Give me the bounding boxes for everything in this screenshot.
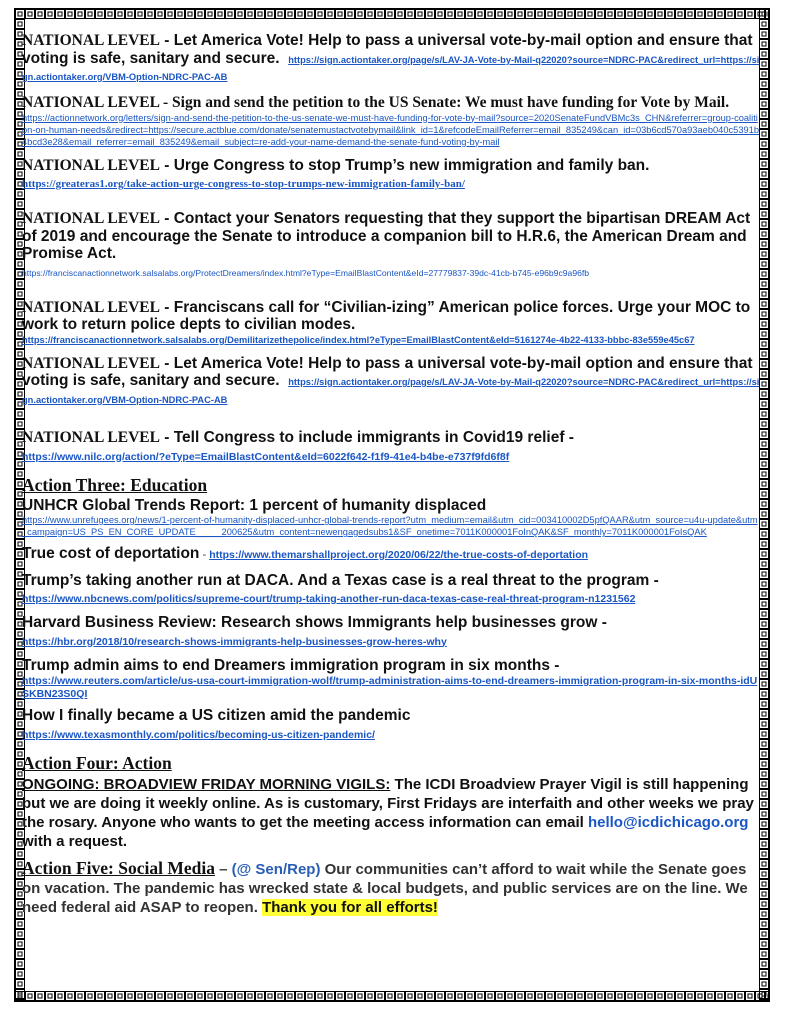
item-text: - Sign and send the petition to the US Senate: We must have funding for Vote by Mail. [159,93,730,111]
level-label: NATIONAL LEVEL [22,298,160,316]
article-link[interactable]: https://www.nbcnews.com/politics/supreme-court/trump-taking-another-run-daca-texas-case-real-threat-program-n1231562 [22,593,636,605]
item-link[interactable]: https://greateras1.org/take-action-urge-congress-to-stop-trumps-new-immigration-family-ban/ [22,178,465,190]
level-label: NATIONAL LEVEL [22,32,160,49]
item-text: - Let America Vote! Help to pass a universal vote-by-mail option and ensure that voting is safe, sanitary and secure. [22,32,753,67]
section-heading-education: Action Three: Education [22,474,208,495]
item-text: - Tell Congress to include immigrants in Covid19 relief - [159,429,574,446]
item-text: - Franciscans call for “Civilian-izing” American police forces. Urge your MOC to work to return police depts to civilian modes. [22,298,751,333]
handle-label: (@ Sen/Rep) [231,860,321,878]
vigil-text: The ICDI Broadview Prayer Vigil is still happening but we are doing it weekly online. As is customary, First Fridays are interfaith and other weeks we pray the rosary. Anyone who wants to get the meeting access information can email [22,775,754,831]
national-item [22,210,760,281]
article-item [22,545,760,565]
article-link[interactable]: https://www.unrefugees.org/news/1-percent-of-humanity-displaced-unhcr-global-trends-report?utm_medium=email&utm_cid=003410002D5pfQAAR&utm_source=u4u-update&utm_campaign=US_PS_EN_CORE_UPDATE_____200625&utm_content=newengagedsubs1&SF_onetime=7011K000001FoInQAK&SF_monthly=7011K000001FoIsQAK [22,515,758,537]
border-pattern-right [759,9,769,1001]
item-link[interactable]: https://franciscanactionnetwork.salsalabs.org/ProtectDreamers/index.html?eType=EmailBlastContent&eId=27779837-39dc-41cb-b745-e96b9c9a96fb [22,267,590,278]
level-label: NATIONAL LEVEL [22,429,160,446]
article-link[interactable]: https://www.reuters.com/article/us-usa-court-immigration-wolf/trump-administration-aims-to-end-dreamers-immigration-program-in-six-months-idUSKBN23S0QI [22,675,758,700]
article-title: True cost of deportation [22,545,200,562]
level-label: NATIONAL LEVEL [22,156,160,174]
national-item [22,429,760,465]
item-text: - Contact your Senators requesting that they support the bipartisan DREAM Act of 2019 and encourage the Senate to introduce a companion bill to H.R.6, the American Dream and Promise Act. [22,210,751,262]
level-label: NATIONAL LEVEL [22,210,160,227]
national-item [22,355,760,408]
newsletter-content [22,32,760,917]
article-link[interactable]: https://hbr.org/2018/10/research-shows-immigrants-help-businesses-grow-heres-why [22,635,447,648]
article-link[interactable]: https://www.texasmonthly.com/politics/becoming-us-citizen-pandemic/ [22,728,375,741]
section-heading-action: Action Four: Action [22,752,172,773]
ongoing-label: ONGOING: BROADVIEW FRIDAY MORNING VIGILS: [22,775,391,793]
dash: – [214,860,232,878]
item-link[interactable]: https://actionnetwork.org/letters/sign-and-send-the-petition-to-the-us-senate-we-must-have-funding-for-vote-by-mail?source=2020SenateFundVBMc3s_CHN&referrer=group-coalition-on-human-needs&redirect=https://secure.actblue.com/donate/senatemustactvotebymail&link_id=1&refcodeEmailReferrer=email_835249&can_id=03b6cd570a93aeb040c5391b4bcd3e28&email_referrer=email_835249&email_subject=re-add-your-name-demand-the-senate-fund-voting-by-mail [22,112,759,147]
article-title: Trump’s taking another run at DACA. And a Texas case is a real threat to the program - [22,571,659,589]
level-label: NATIONAL LEVEL [22,93,160,111]
item-text: - Let America Vote! Help to pass a universal vote-by-mail option and ensure that voting is safe, sanitary and secure. [22,354,753,389]
item-text: - Urge Congress to stop Trump’s new immigration and family ban. [159,156,650,174]
vigil-tail: with a request. [22,832,128,850]
item-link[interactable]: https://franciscanactionnetwork.salsalabs.org/Demilitarizethepolice/index.html?eType=EmailBlastContent&eId=5161274e-4b22-4133-bbbc-83e559e45c67 [22,334,695,345]
article-item [22,707,760,743]
article-title: UNHCR Global Trends Report: 1 percent of humanity displaced [22,496,487,514]
national-item [22,32,760,85]
vigil-announcement [22,775,760,851]
article-title: Harvard Business Review: Research shows Immigrants help businesses grow - [22,614,607,631]
national-item [22,299,760,346]
level-label: NATIONAL LEVEL [22,354,160,372]
article-item [22,572,760,608]
national-item [22,94,760,148]
border-pattern-bottom [15,991,769,1001]
border-pattern-top [15,9,769,19]
section-heading-social: Action Five: Social Media [22,857,215,878]
article-link[interactable]: https://www.themarshallproject.org/2020/06/22/the-true-costs-of-deportation [209,549,589,561]
thanks-highlight: Thank you for all efforts! [262,898,438,916]
article-title: Trump admin aims to end Dreamers immigration program in six months - [22,656,560,674]
email-link[interactable]: hello@icdichicago.org [587,813,749,831]
article-separator: - [199,549,210,561]
social-text: Our communities can’t afford to wait while the Senate goes on vacation. The pandemic has wrecked state & local budgets, and public services are on the line. We need federal aid ASAP to reopen. [22,860,748,916]
article-item [22,657,760,701]
article-item [22,614,760,650]
article-item [22,497,760,539]
article-title: How I finally became a US citizen amid the pandemic [22,707,411,724]
item-link[interactable]: https://www.nilc.org/action/?eType=EmailBlastContent&eId=6022f642-f1f9-41e4-b4be-e737f9fd6f8f [22,450,510,463]
item-link[interactable]: https://sign.actiontaker.org/page/s/LAV-JA-Vote-by-Mail-q22020?source=NDRC-PAC&redirect_url=https://sign.actiontaker.org/VBM-Option-NDRC-PAC-AB [22,54,760,82]
item-link[interactable]: https://sign.actiontaker.org/page/s/LAV-JA-Vote-by-Mail-q22020?source=NDRC-PAC&redirect_url=https://sign.actiontaker.org/VBM-Option-NDRC-PAC-AB [22,377,760,405]
national-item [22,157,760,193]
social-media-block [22,859,760,917]
